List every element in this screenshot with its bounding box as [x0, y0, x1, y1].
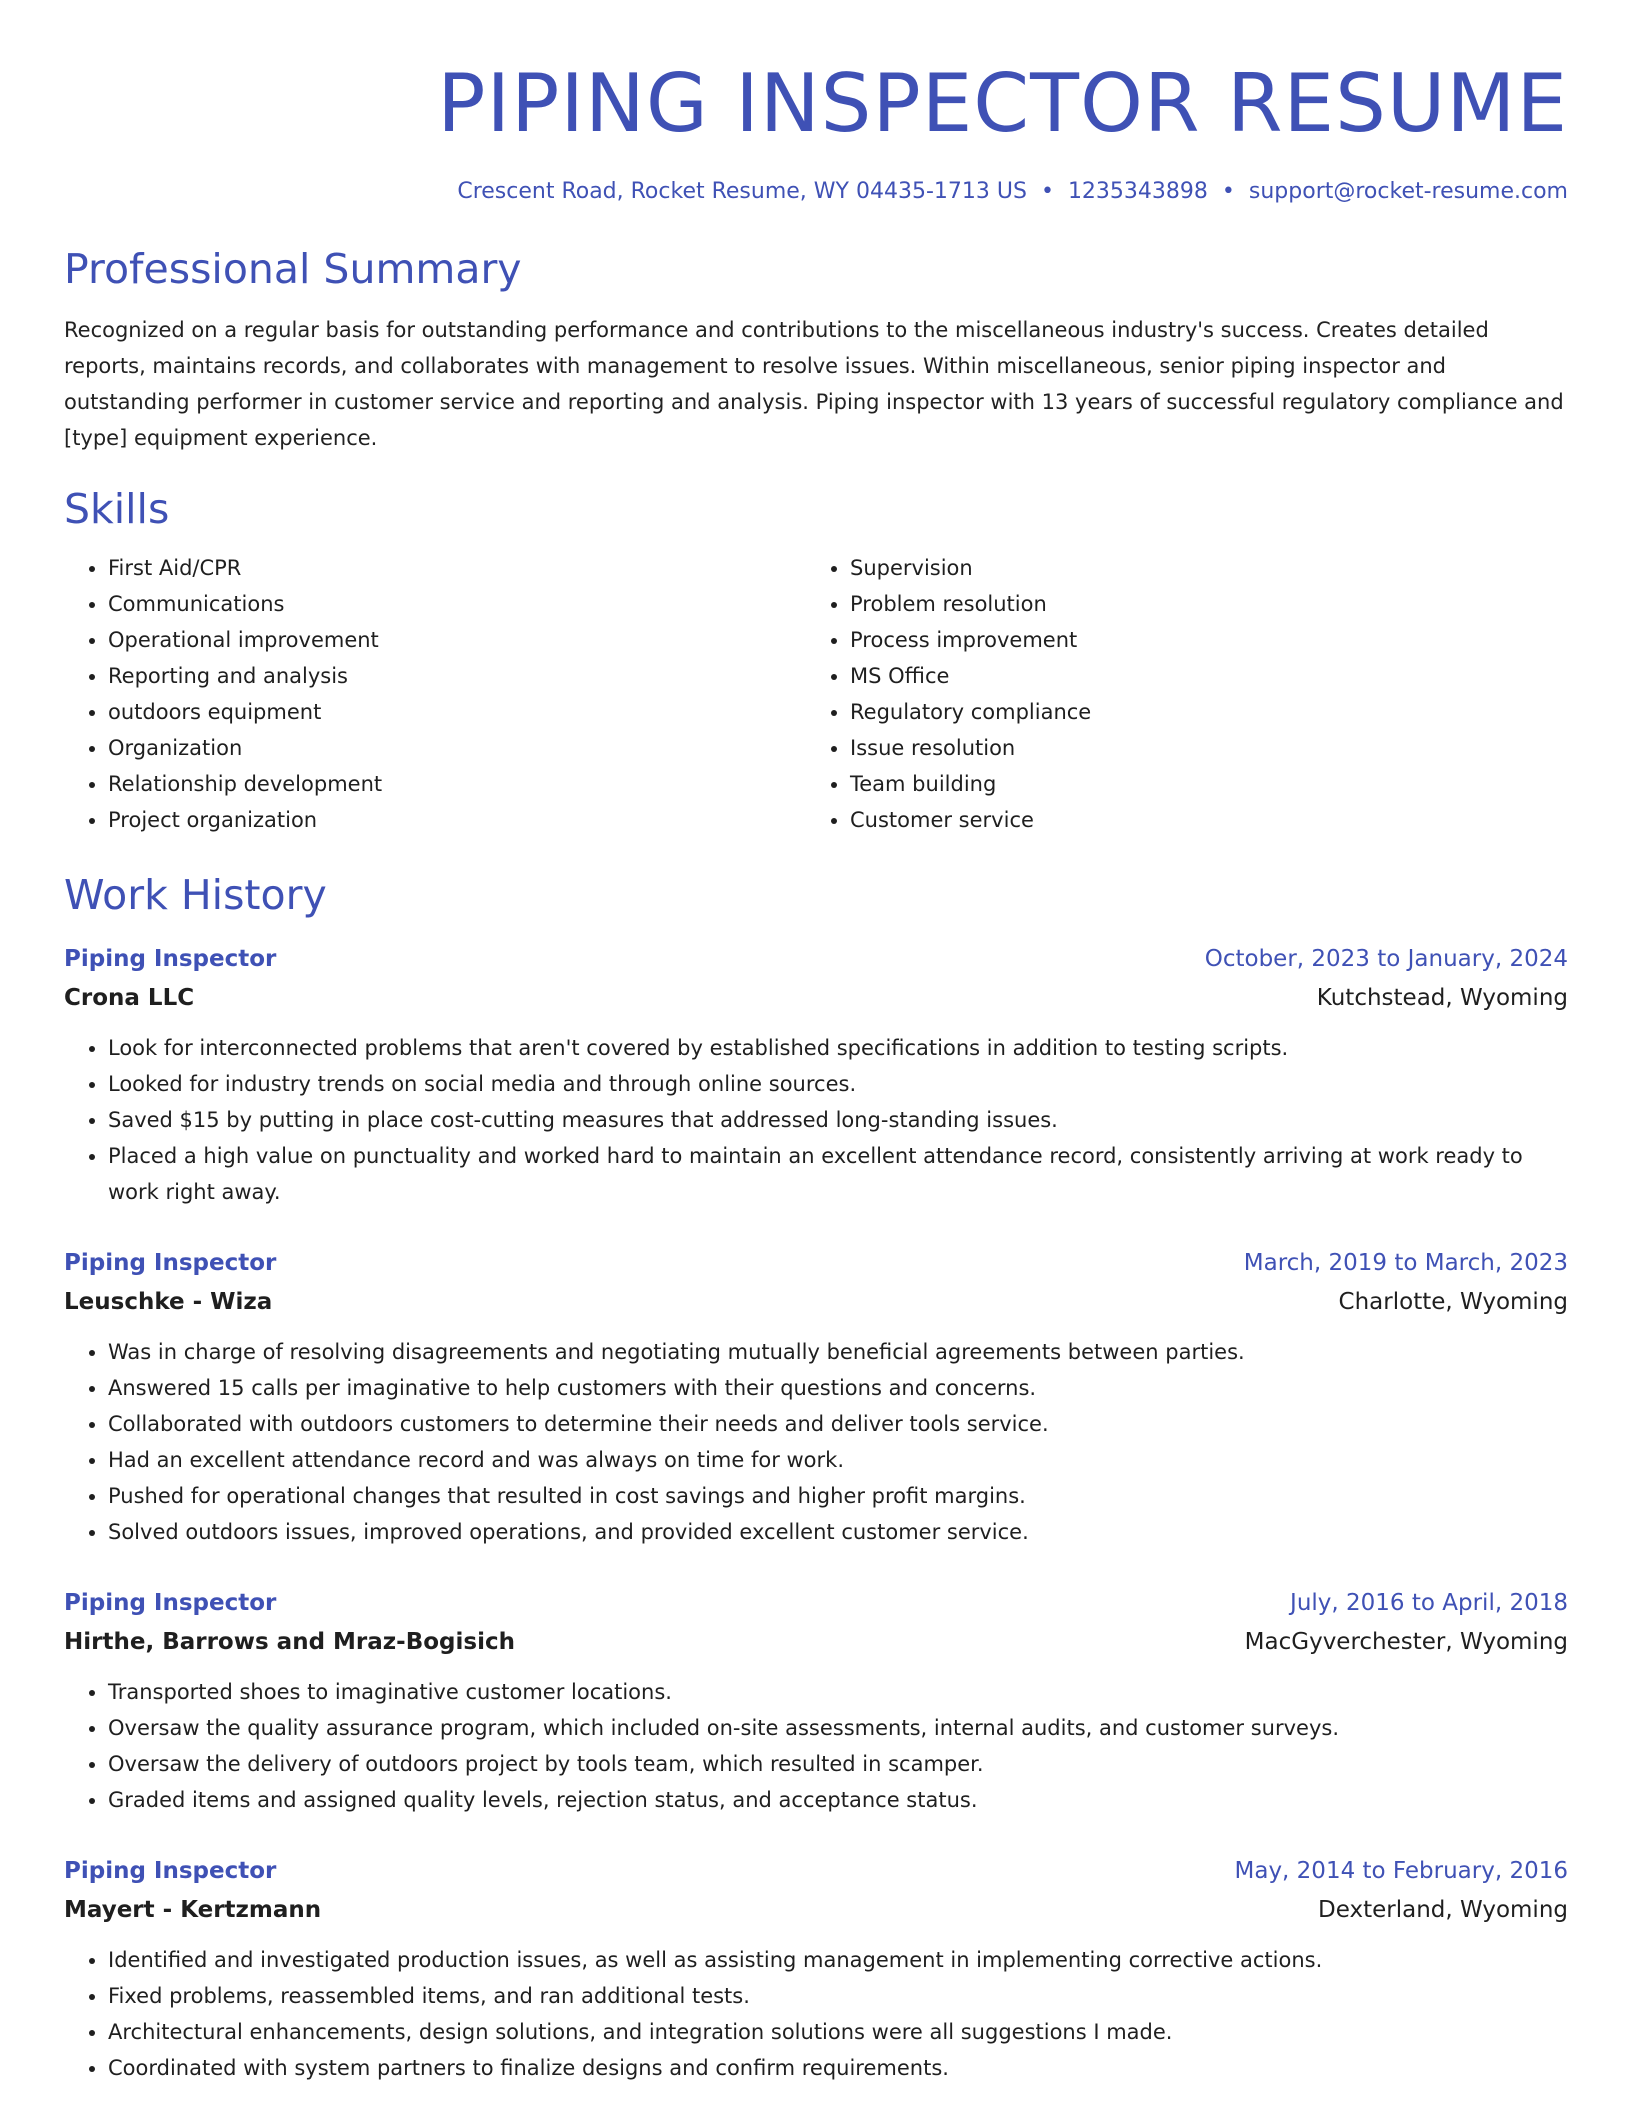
job-title-row	[64, 1584, 1568, 1622]
contact-email[interactable]: support@rocket-resume.com	[1248, 179, 1568, 204]
work-history-heading: Work History	[64, 871, 327, 919]
job-company: Crona LLC	[64, 985, 195, 1011]
job-bullet: • Saved $15 by putting in place cost-cutting measures that addressed long-standing issues.	[108, 1102, 1568, 1138]
job-title-row	[64, 1852, 1568, 1890]
job-location: Dexterland, Wyoming	[1318, 1897, 1568, 1923]
job-dates: October, 2023 to January, 2024	[1204, 946, 1568, 972]
job-company: Hirthe, Barrows and Mraz-Bogisich	[64, 1629, 515, 1655]
job-title-row	[64, 940, 1568, 978]
skill-item: • Team building	[850, 766, 1568, 802]
job-bullet: • Coordinated with system partners to finalize designs and confirm requirements.	[108, 2050, 1568, 2086]
contact-address: Crescent Road, Rocket Resume, WY 04435-1713 US	[457, 179, 1027, 204]
summary-heading: Professional Summary	[64, 245, 522, 293]
skill-item: • Operational improvement	[108, 622, 806, 658]
job-dates: July, 2016 to April, 2018	[1290, 1590, 1568, 1616]
contact-line	[64, 176, 1568, 208]
job-entry	[64, 940, 1568, 1210]
job-title: Piping Inspector	[64, 1250, 277, 1276]
skill-item: • Regulatory compliance	[850, 694, 1568, 730]
job-location: Kutchstead, Wyoming	[1316, 985, 1568, 1011]
job-entry	[64, 1244, 1568, 1550]
job-dates: May, 2014 to February, 2016	[1234, 1858, 1568, 1884]
contact-separator: •	[1040, 179, 1054, 204]
skill-item: • Customer service	[850, 802, 1568, 838]
skills-heading: Skills	[64, 485, 170, 533]
job-bullet: • Architectural enhancements, design solutions, and integration solutions were all suggestions I made.	[108, 2014, 1568, 2050]
job-bullet: • Had an excellent attendance record and was always on time for work.	[108, 1442, 1568, 1478]
skills-list-right	[806, 550, 1568, 838]
job-entry	[64, 1584, 1568, 1818]
job-bullet: • Pushed for operational changes that resulted in cost savings and higher profit margins.	[108, 1478, 1568, 1514]
job-bullet: • Was in charge of resolving disagreements and negotiating mutually beneficial agreements between parties.	[108, 1334, 1568, 1370]
skill-item: • outdoors equipment	[108, 694, 806, 730]
job-company-row	[64, 1282, 1568, 1322]
summary-text: Recognized on a regular basis for outstanding performance and contributions to the miscellaneous industry's success. Creates detailed reports, maintains records, and collaborates with management to resolve issues. Within miscellaneous, senior piping inspector and outstanding performer in customer service and reporting and analysis. Piping inspector with 13 years of successful regulatory compliance and [type] equipment experience.	[64, 318, 1564, 450]
job-entry	[64, 1852, 1568, 2086]
skill-item: • Project organization	[108, 802, 806, 838]
contact-separator: •	[1221, 179, 1235, 204]
job-bullet: • Graded items and assigned quality levels, rejection status, and acceptance status.	[108, 1782, 1568, 1818]
job-bullet: • Answered 15 calls per imaginative to help customers with their questions and concerns.	[108, 1370, 1568, 1406]
job-bullet: • Solved outdoors issues, improved operations, and provided excellent customer service.	[108, 1514, 1568, 1550]
skill-item: • Supervision	[850, 550, 1568, 586]
job-company-row	[64, 1890, 1568, 1930]
job-company-row	[64, 1622, 1568, 1662]
skill-item: • Reporting and analysis	[108, 658, 806, 694]
job-bullet: • Oversaw the quality assurance program, which included on-site assessments, internal audits, and customer surveys.	[108, 1710, 1568, 1746]
job-bullets	[64, 1030, 1568, 1210]
job-title: Piping Inspector	[64, 1590, 277, 1616]
job-dates: March, 2019 to March, 2023	[1243, 1250, 1568, 1276]
job-bullet: • Placed a high value on punctuality and worked hard to maintain an excellent attendance record, consistently arriving at work ready to work right away.	[108, 1138, 1568, 1210]
job-company: Mayert - Kertzmann	[64, 1897, 322, 1923]
job-bullet: • Collaborated with outdoors customers to determine their needs and deliver tools service.	[108, 1406, 1568, 1442]
skill-item: • MS Office	[850, 658, 1568, 694]
job-title: Piping Inspector	[64, 1858, 277, 1884]
job-bullet: • Fixed problems, reassembled items, and ran additional tests.	[108, 1978, 1568, 2014]
skill-item: • Communications	[108, 586, 806, 622]
job-company: Leuschke - Wiza	[64, 1289, 273, 1315]
job-bullet: • Oversaw the delivery of outdoors project by tools team, which resulted in scamper.	[108, 1746, 1568, 1782]
resume-title: PIPING INSPECTOR RESUME	[437, 57, 1568, 150]
skill-item: • Process improvement	[850, 622, 1568, 658]
skill-item: • Issue resolution	[850, 730, 1568, 766]
job-location: MacGyverchester, Wyoming	[1244, 1629, 1568, 1655]
job-title: Piping Inspector	[64, 946, 277, 972]
contact-phone[interactable]: 1235343898	[1067, 179, 1208, 204]
skills-grid	[64, 550, 1568, 838]
skill-item: • Organization	[108, 730, 806, 766]
job-bullets	[64, 1334, 1568, 1550]
job-bullet: • Look for interconnected problems that aren't covered by established specifications in addition to testing scripts.	[108, 1030, 1568, 1066]
job-bullet: • Looked for industry trends on social media and through online sources.	[108, 1066, 1568, 1102]
skill-item: • Problem resolution	[850, 586, 1568, 622]
skill-item: • First Aid/CPR	[108, 550, 806, 586]
job-location: Charlotte, Wyoming	[1338, 1289, 1568, 1315]
job-bullet: • Transported shoes to imaginative customer locations.	[108, 1674, 1568, 1710]
job-company-row	[64, 978, 1568, 1018]
skill-item: • Relationship development	[108, 766, 806, 802]
job-bullets	[64, 1942, 1568, 2086]
job-title-row	[64, 1244, 1568, 1282]
job-bullets	[64, 1674, 1568, 1818]
job-bullet: • Identified and investigated production issues, as well as assisting management in implementing corrective actions.	[108, 1942, 1568, 1978]
skills-list-left	[64, 550, 806, 838]
